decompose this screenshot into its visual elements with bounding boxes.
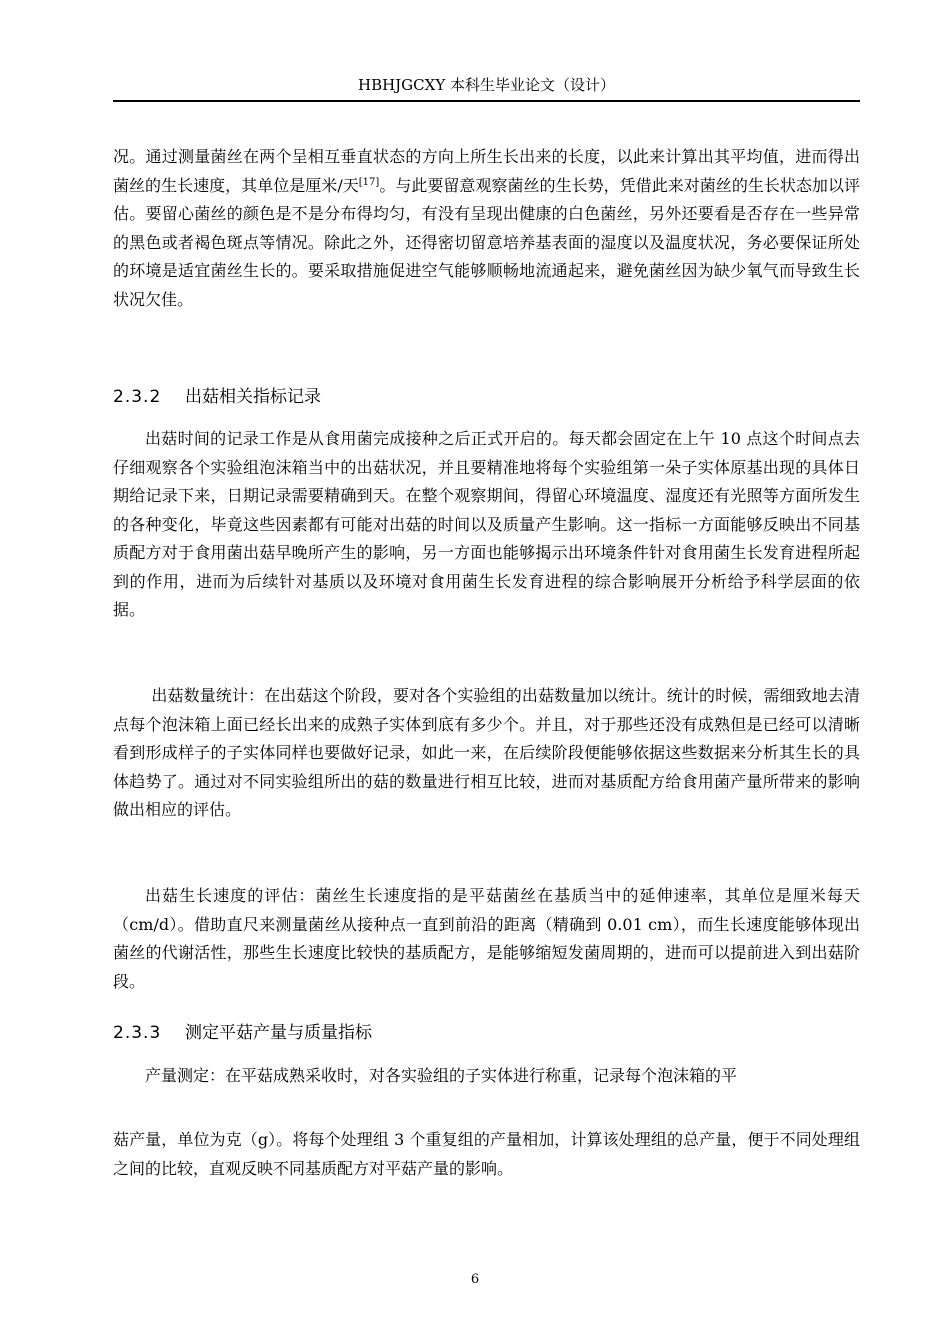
fruiting-count-paragraph: 出菇数量统计：在出菇这个阶段，要对各个实验组的出菇数量加以统计。统计的时候，需细致地去清点每个泡沫箱上面已经长出来的成熟子实体到底有多少个。并且，对于那些还没有成熟但是已经可以清晰看到形成样子的子实体同样也要做好记录，如此一来，在后续阶段便能够依据这些数据来分析其生长的具体趋势了。通过对不同实验组所出的菇的数量进行相互比较，进而对基质配方给食用菌产量所带来的影响做出相应的评估。	[113, 686, 860, 819]
section-heading-2-3-3	[113, 1020, 860, 1046]
paragraph-text-after-citation: 。与此要留意观察菌丝的生长势，凭借此来对菌丝的生长状态加以评估。要留心菌丝的颜色是不是分布得均匀，有没有呈现出健康的白色菌丝，另外还要看是否存在一些异常的黑色或者褐色斑点等情况。除此之外，还得密切留意培养基表面的湿度以及温度状况，务必要保证所处的环境是适宜菌丝生长的。要采取措施促进空气能够顺畅地流通起来，避免菌丝因为缺少氧气而导致生长状况欠佳。	[113, 175, 860, 309]
section-number: 2.3.3	[113, 1023, 162, 1043]
citation-marker: [17]	[358, 176, 380, 188]
section-title: 出菇相关指标记录	[185, 387, 321, 407]
growth-rate-paragraph: 出菇生长速度的评估：菌丝生长速度指的是平菇菌丝在基质当中的延伸速率，其单位是厘米每天（cm/d）。借助直尺来测量菌丝从接种点一直到前沿的距离（精确到 0.01 cm），而生长速度能够体现出菌丝的代谢活性，那些生长速度比较快的基质配方，是能够缩短发菌周期的，进而可以提前进入到出菇阶段。	[113, 886, 860, 991]
section-title: 测定平菇产量与质量指标	[185, 1023, 372, 1043]
section-number: 2.3.2	[113, 387, 162, 407]
section-heading-2-3-2	[113, 384, 860, 410]
paragraph-text-before-citation: 况。通过测量菌丝在两个呈相互垂直状态的方向上所生长出来的长度，以此来计算出其平均值，进而得出菌丝的生长速度，其单位是厘米/天	[113, 147, 860, 195]
continued-paragraph	[113, 143, 860, 314]
fruiting-time-paragraph: 出菇时间的记录工作是从食用菌完成接种之后正式开启的。每天都会固定在上午 10 点这个时间点去仔细观察各个实验组泡沫箱当中的出菇状况，并且要精准地将每个实验组第一朵子实体原基出现的具体日期给记录下来，日期记录需要精确到天。在整个观察期间，得留心环境温度、湿度还有光照等方面所发生的各种变化，毕竟这些因素都有可能对出菇的时间以及质量产生影响。这一指标一方面能够反映出不同基质配方对于食用菌出菇早晚所产生的影响，另一方面也能够揭示出环境条件针对食用菌生长发育进程所起到的作用，进而为后续针对基质以及环境对食用菌生长发育进程的综合影响展开分析给予科学层面的依据。	[113, 429, 860, 619]
page-header: HBHJGCXY 本科生毕业论文（设计）	[357, 76, 615, 94]
yield-paragraph-rest: 菇产量，单位为克（g）。将每个处理组 3 个重复组的产量相加，计算该处理组的总产量，便于不同处理组之间的比较，直观反映不同基质配方对平菇产量的影响。	[113, 1130, 860, 1178]
yield-paragraph-first-line: 产量测定：在平菇成熟采收时，对各实验组的子实体进行称重，记录每个泡沫箱的平	[145, 1066, 738, 1085]
page-number: 6	[470, 1272, 480, 1287]
header-rule	[113, 100, 860, 102]
